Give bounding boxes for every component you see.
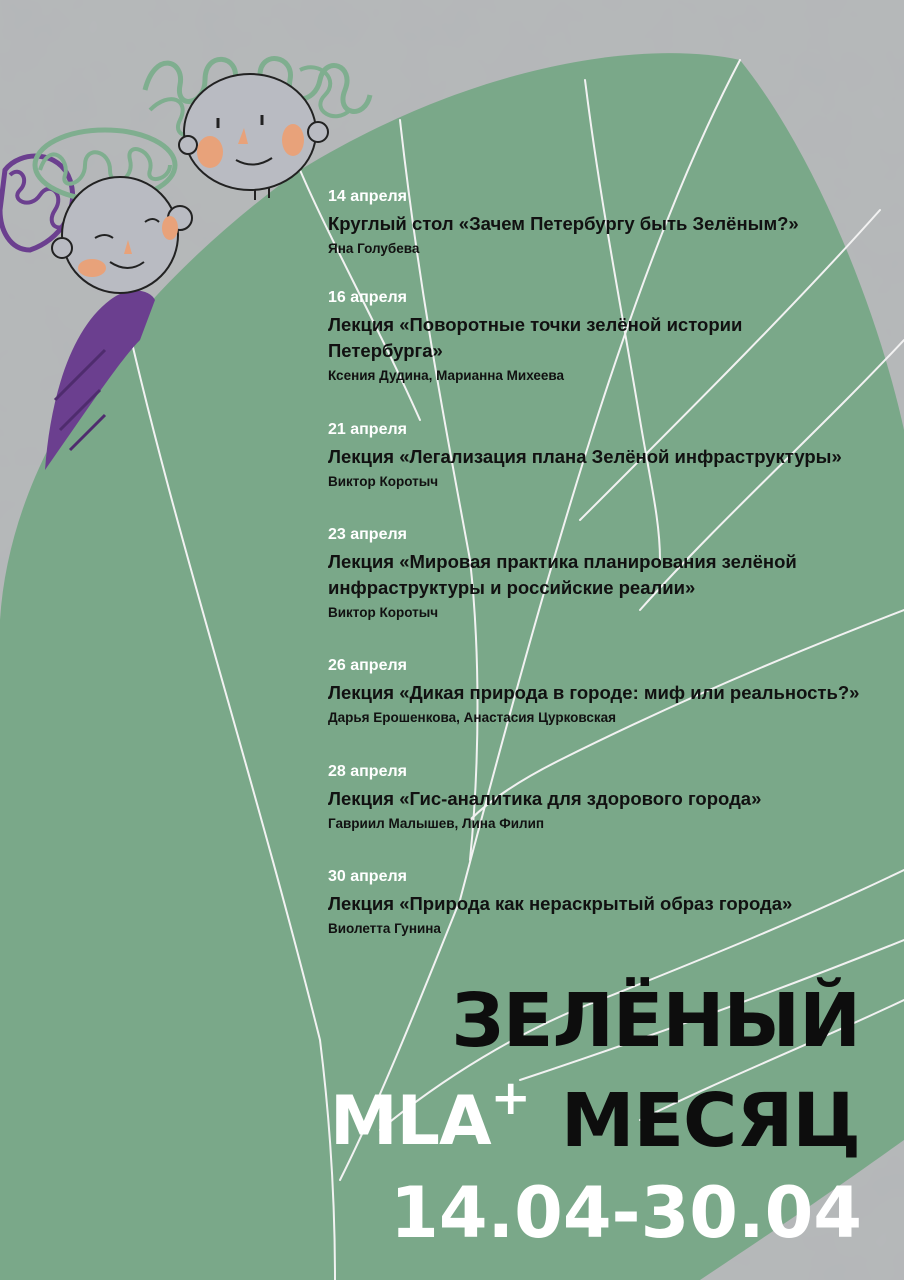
event-title: Круглый стол «Зачем Петербургу быть Зелёным?»: [328, 213, 799, 234]
girl-face: [62, 177, 178, 293]
event-4: [328, 525, 808, 622]
event-6: [328, 762, 761, 833]
event-5: [328, 656, 859, 727]
event-title: Лекция «Гис-аналитика для здорового города»: [328, 788, 762, 809]
event-title: Лекция «Дикая природа в городе: миф или реальность?»: [328, 682, 860, 703]
event-date: 14 апреля: [328, 188, 407, 205]
event-date: 26 апреля: [328, 657, 407, 674]
event-speakers: Виолетта Гунина: [328, 921, 441, 936]
event-1: [328, 187, 799, 258]
event-speakers: Дарья Ерошенкова, Анастасия Цурковская: [328, 710, 617, 725]
event-date: 23 апреля: [328, 526, 407, 543]
logo-plus: +: [490, 1070, 530, 1126]
event-date: 21 апреля: [328, 421, 407, 438]
event-2: [328, 288, 798, 385]
event-title: Лекция «Поворотные точки зелёной истории Петербурга»: [328, 314, 743, 361]
mla-plus-logo: [330, 1070, 530, 1161]
event-3: [328, 420, 842, 491]
event-date: 30 апреля: [328, 868, 407, 885]
event-speakers: Гавриил Малышев, Лина Филип: [328, 816, 545, 831]
date-range: 14.04-30.04: [390, 1172, 862, 1254]
event-title: Лекция «Природа как нераскрытый образ города»: [328, 893, 793, 914]
event-speakers: Виктор Коротыч: [328, 474, 439, 489]
headline-word-green: ЗЕЛЁНЫЙ: [451, 978, 860, 1064]
event-title: Лекция «Легализация плана Зелёной инфраструктуры»: [328, 446, 842, 467]
event-title: Лекция «Мировая практика планирования зелёной инфраструктуры и российские реалии»: [328, 551, 797, 598]
event-date: 16 апреля: [328, 289, 407, 306]
event-7: [328, 867, 792, 938]
headline-word-month: МЕСЯЦ: [560, 1078, 860, 1164]
event-speakers: Яна Голубева: [328, 241, 420, 256]
event-speakers: Ксения Дудина, Марианна Михеева: [328, 368, 565, 383]
logo-text: MLA: [330, 1082, 491, 1161]
event-speakers: Виктор Коротыч: [328, 605, 439, 620]
event-date: 28 апреля: [328, 763, 407, 780]
